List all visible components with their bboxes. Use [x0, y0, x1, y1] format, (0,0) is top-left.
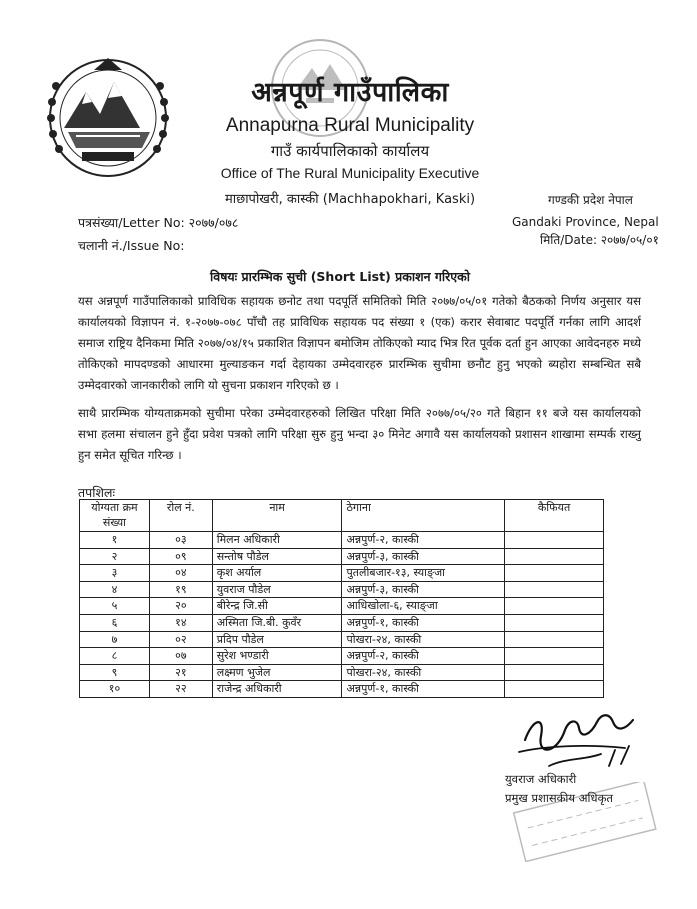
cell-roll: ०२ — [149, 631, 212, 648]
cell-address: पोखरा-२४, कास्की — [342, 631, 505, 648]
cell-remarks — [505, 614, 604, 631]
letter-number: पत्रसंख्या/Letter No: २०७७/०७८ — [78, 215, 239, 230]
cell-address: पोखरा-२४, कास्की — [342, 664, 505, 681]
cell-name: अस्मिता जि.बी. कुवँर — [212, 614, 342, 631]
cell-roll: ०३ — [149, 532, 212, 549]
cell-remarks — [505, 631, 604, 648]
cell-remarks — [505, 681, 604, 698]
cell-name: प्रदिप पौडेल — [212, 631, 342, 648]
cell-rank: ४ — [80, 581, 150, 598]
cell-address: अन्नपुर्ण-३, कास्की — [342, 581, 505, 598]
cell-remarks — [505, 581, 604, 598]
cell-rank: ८ — [80, 648, 150, 665]
cell-remarks — [505, 565, 604, 582]
cell-remarks — [505, 548, 604, 565]
cell-roll: १९ — [149, 581, 212, 598]
cell-roll: ०९ — [149, 548, 212, 565]
issue-number: चलानी नं./Issue No: — [78, 238, 185, 253]
signatory-title: प्रमुख प्रशासकीय अधिकृत — [505, 791, 613, 805]
cell-address: अन्नपुर्ण-१, कास्की — [342, 614, 505, 631]
cell-rank: १ — [80, 532, 150, 549]
header-rank: योग्यता क्रम संख्या — [80, 500, 150, 532]
details-label: तपशिलः — [78, 485, 115, 500]
cell-rank: १० — [80, 681, 150, 698]
letter-date: मिति/Date: २०७७/०५/०१ — [540, 233, 659, 247]
table-row — [80, 598, 604, 615]
table-row — [80, 681, 604, 698]
table-row — [80, 631, 604, 648]
cell-rank: ३ — [80, 565, 150, 582]
cell-roll: २१ — [149, 664, 212, 681]
cell-remarks — [505, 532, 604, 549]
signatory-name: युवराज अधिकारी — [505, 772, 577, 786]
table-row — [80, 581, 604, 598]
cell-name: सुरेश भण्डारी — [212, 648, 342, 665]
notice-paragraph-2: साथै प्रारम्भिक योग्यताक्रमको सुचीमा परेका उम्मेदवारहरुको लिखित परिक्षा मिति २०७७/०५/२० गते बिहान ११ बजे यस कार्यालयको सभा हलमा संचालन हुने हुँदा प्रवेश पत्रको लागि परिक्षा सुरु हुनु भन्दा ३० मिनेट अगावै यस कार्यालयको प्रशासन शाखामा सम्पर्क राख्नु हुन समेत सूचित गरिन्छ । — [78, 406, 641, 462]
table-row — [80, 614, 604, 631]
cell-address: अन्नपुर्ण-२, कास्की — [342, 532, 505, 549]
table-row — [80, 532, 604, 549]
cell-rank: ७ — [80, 631, 150, 648]
table-row — [80, 648, 604, 665]
province-en: Gandaki Province, Nepal — [512, 215, 659, 229]
table-row — [80, 664, 604, 681]
shortlist-table — [79, 499, 604, 698]
cell-roll: २० — [149, 598, 212, 615]
cell-roll: ०७ — [149, 648, 212, 665]
header-remarks: कैफियत — [505, 500, 604, 532]
emblem-icon — [42, 52, 174, 184]
cell-name: बीरेन्द्र जि.सी — [212, 598, 342, 615]
cell-rank: ५ — [80, 598, 150, 615]
office-name-en: Office of The Rural Municipality Executive — [220, 165, 480, 181]
cell-address: पुतलीबजार-१३, स्याङ्जा — [342, 565, 505, 582]
cell-roll: १४ — [149, 614, 212, 631]
cell-name: कृश अर्याल — [212, 565, 342, 582]
table-row — [80, 565, 604, 582]
cell-remarks — [505, 664, 604, 681]
signature-icon — [505, 700, 645, 775]
table-row — [80, 548, 604, 565]
municipality-title-en: Annapurna Rural Municipality — [225, 115, 475, 136]
cell-address: अन्नपुर्ण-१, कास्की — [342, 681, 505, 698]
table-header-row — [80, 500, 604, 532]
office-address: माछापोखरी, कास्की (Machhapokhari, Kaski) — [224, 192, 476, 207]
cell-name: मिलन अधिकारी — [212, 532, 342, 549]
notice-subject: विषयः प्रारम्भिक सुची (Short List) प्रकाशन गरिएको — [210, 269, 471, 284]
header-name: नाम — [212, 500, 342, 532]
cell-rank: ६ — [80, 614, 150, 631]
cell-name: राजेन्द्र अधिकारी — [212, 681, 342, 698]
cell-address: आधिखोला-६, स्याङ्जा — [342, 598, 505, 615]
province-np: गण्डकी प्रदेश नेपाल — [548, 193, 633, 207]
municipality-title-np: अन्नपूर्ण गाउँपालिका — [251, 77, 449, 108]
cell-roll: २२ — [149, 681, 212, 698]
notice-paragraph-1: यस अन्नपूर्ण गाउँपालिकाको प्राविधिक सहायक छनोट तथा पदपूर्ति समितिको मिति २०७७/०५/०१ गतेको बैठकको निर्णय अनुसार यस कार्यालयको विज्ञापन नं. १-२०७७-०७८ पाँचौ तह प्राविधिक सहायक पद संख्या १ (एक) करार सेवाबाट पदपूर्ति गर्नका लागि आदर्श समाज राष्ट्रिय दैनिकमा मिति २०७७/०४/१५ प्रकाशित विज्ञापन बमोजिम तोकिएको म्याद भित्र रित पूर्वक दर्ता हुन आएका आवेदनहरु मध्ये तोकिएको मापदण्डको आधारमा मुल्याङकन गर्दा देहायका उम्मेदवारहरु प्रारम्भिक सुचीमा छनौट हुनु भएको ब्यहोरा सम्बन्धित सबै उम्मेदवारको जानकारीको लागि यो सुचना प्रकाशन गरिएको छ । — [78, 294, 641, 392]
cell-name: युवराज पौडेल — [212, 581, 342, 598]
cell-remarks — [505, 598, 604, 615]
cell-rank: २ — [80, 548, 150, 565]
cell-address: अन्नपुर्ण-३, कास्की — [342, 548, 505, 565]
office-name-np: गाउँ कार्यपालिकाको कार्यालय — [270, 142, 430, 160]
cell-address: अन्नपुर्ण-२, कास्की — [342, 648, 505, 665]
cell-roll: ०४ — [149, 565, 212, 582]
cell-remarks — [505, 648, 604, 665]
cell-rank: ९ — [80, 664, 150, 681]
header-address: ठेगाना — [342, 500, 505, 532]
header-roll: रोल नं. — [149, 500, 212, 532]
cell-name: लक्ष्मण भुजेल — [212, 664, 342, 681]
cell-name: सन्तोष पौडेल — [212, 548, 342, 565]
